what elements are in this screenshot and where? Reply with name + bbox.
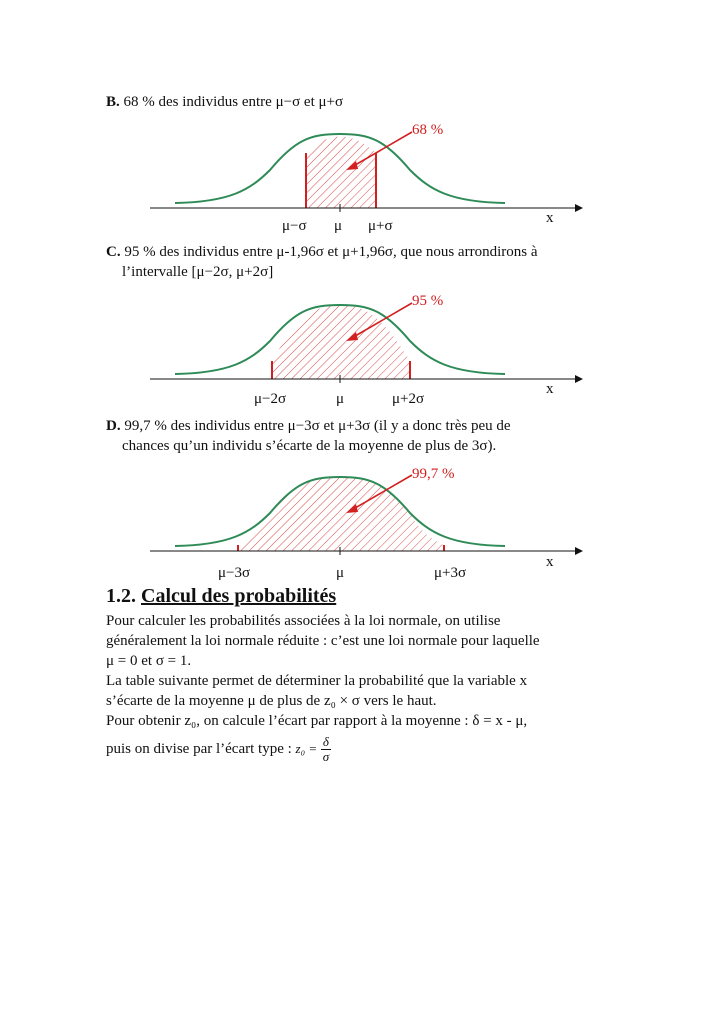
shade-area-b (306, 137, 376, 209)
x-axis-arrowhead-c (575, 375, 583, 383)
tick-label-d-left: μ−3σ (218, 565, 251, 581)
normal-curve-d (150, 463, 590, 573)
section-b-letter: B. (106, 94, 120, 110)
x-axis-arrowhead-b (575, 204, 583, 212)
body-line-7: puis on divise par l’écart type : (106, 740, 292, 757)
section-d-text (106, 416, 626, 456)
body-line-3: μ = 0 et σ = 1. (106, 653, 192, 669)
tick-label-b-mid: μ (334, 218, 343, 234)
x-axis-label-b: x (546, 210, 554, 226)
body-line-2: généralement la loi normale réduite : c’est une loi normale pour laquelle (106, 633, 540, 649)
section-c-percent: 95 % (412, 293, 444, 309)
formula-fraction (321, 735, 331, 764)
section-c-text (106, 242, 626, 282)
section-b-line: 68 % des individus entre μ−σ et μ+σ (123, 94, 344, 110)
body-line-4: La table suivante permet de déterminer la probabilité que la variable x (106, 673, 528, 689)
normal-curve-b (150, 120, 590, 230)
body-paragraph (106, 611, 626, 764)
body-line-5: s’écarte de la moyenne μ de plus de z₀ × σ vers le haut. (106, 693, 437, 709)
section-c-letter: C. (106, 244, 121, 260)
section-d-letter: D. (106, 418, 121, 434)
figure-c (150, 291, 590, 401)
body-line-6: Pour obtenir z₀, on calcule l’écart par rapport à la moyenne : δ = x - μ, (106, 713, 528, 729)
formula-denominator: σ (322, 749, 330, 764)
tick-label-b-right: μ+σ (368, 218, 393, 234)
section-d-line2: chances qu’un individu s’écarte de la moyenne de plus de 3σ). (122, 438, 497, 454)
x-axis-label-d: x (546, 554, 554, 570)
section-title: Calcul des probabilités (141, 585, 337, 607)
tick-label-d-mid: μ (336, 565, 345, 581)
normal-curve-c (150, 291, 590, 401)
x-axis-arrowhead-d (575, 547, 583, 555)
section-b-text (106, 92, 626, 112)
tick-label-d-right: μ+3σ (434, 565, 467, 581)
tick-label-c-left: μ−2σ (254, 391, 287, 407)
section-d-line1: 99,7 % des individus entre μ−3σ et μ+3σ (il y a donc très peu de (124, 418, 511, 434)
tick-label-c-right: μ+2σ (392, 391, 425, 407)
section-d-percent: 99,7 % (412, 466, 455, 482)
formula-numerator: δ (322, 734, 329, 749)
x-axis-label-c: x (546, 381, 554, 397)
figure-d (150, 463, 590, 573)
tick-label-b-left: μ−σ (282, 218, 307, 234)
section-c-line1: 95 % des individus entre μ-1,96σ et μ+1,96σ, que nous arrondirons à (124, 244, 538, 260)
section-number: 1.2. (106, 585, 136, 607)
body-line-7-wrap (106, 735, 626, 764)
figure-b (150, 120, 590, 230)
body-line-1: Pour calculer les probabilités associées à la loi normale, on utilise (106, 613, 501, 629)
section-b-percent: 68 % (412, 122, 444, 138)
section-c-line2: l’intervalle [μ−2σ, μ+2σ] (122, 264, 274, 280)
formula-lhs: z₀ = (295, 740, 318, 756)
section-heading (106, 585, 336, 608)
tick-label-c-mid: μ (336, 391, 345, 407)
